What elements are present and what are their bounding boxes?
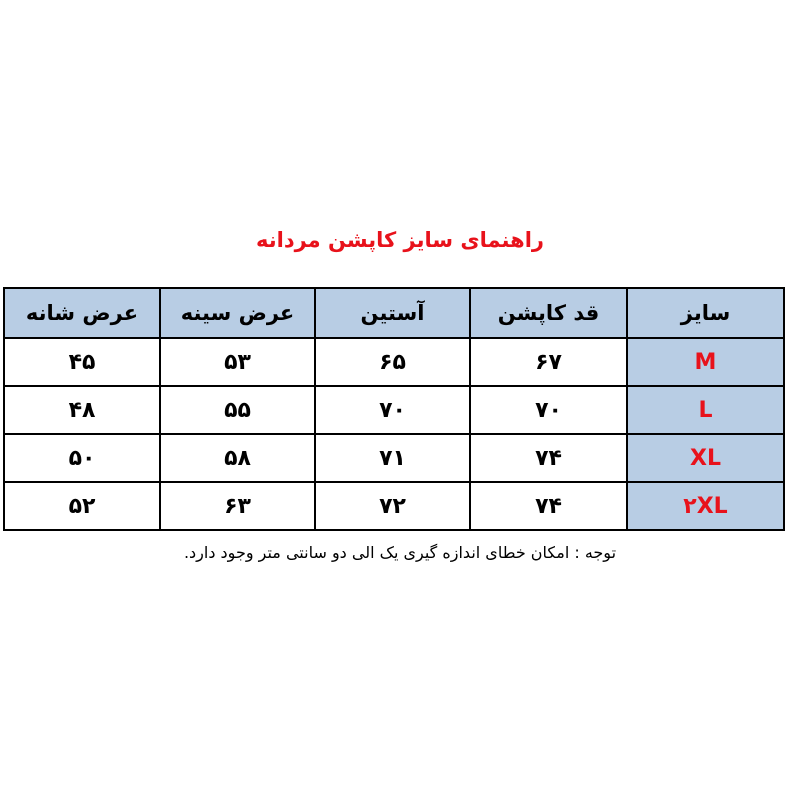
cell-size: XL bbox=[627, 434, 784, 482]
cell-jacket-length: ۷۴ bbox=[470, 434, 627, 482]
column-header-size: سایز bbox=[627, 288, 784, 338]
cell-chest-width: ۵۳ bbox=[160, 338, 315, 386]
cell-chest-width: ۵۸ bbox=[160, 434, 315, 482]
table-row bbox=[4, 434, 784, 482]
cell-shoulder-width: ۵۲ bbox=[4, 482, 160, 530]
table-header-row bbox=[4, 288, 784, 338]
cell-size: ۲XL bbox=[627, 482, 784, 530]
size-table-container bbox=[15, 287, 785, 531]
cell-chest-width: ۶۳ bbox=[160, 482, 315, 530]
cell-sleeve: ۷۲ bbox=[315, 482, 470, 530]
cell-sleeve: ۶۵ bbox=[315, 338, 470, 386]
measurement-note: توجه : امکان خطای اندازه گیری یک الی دو سانتی متر وجود دارد. bbox=[183, 543, 617, 562]
cell-jacket-length: ۶۷ bbox=[470, 338, 627, 386]
cell-chest-width: ۵۵ bbox=[160, 386, 315, 434]
column-header-chest-width: عرض سینه bbox=[160, 288, 315, 338]
cell-jacket-length: ۷۴ bbox=[470, 482, 627, 530]
table-header bbox=[4, 288, 784, 338]
table-row bbox=[4, 338, 784, 386]
cell-sleeve: ۷۰ bbox=[315, 386, 470, 434]
cell-size: L bbox=[627, 386, 784, 434]
page-title: راهنمای سایز کاپشن مردانه bbox=[256, 228, 544, 252]
table-row bbox=[4, 482, 784, 530]
table-body bbox=[4, 338, 784, 530]
cell-jacket-length: ۷۰ bbox=[470, 386, 627, 434]
cell-shoulder-width: ۵۰ bbox=[4, 434, 160, 482]
column-header-shoulder-width: عرض شانه bbox=[4, 288, 160, 338]
cell-sleeve: ۷۱ bbox=[315, 434, 470, 482]
table-row bbox=[4, 386, 784, 434]
size-table bbox=[3, 287, 785, 531]
cell-shoulder-width: ۴۸ bbox=[4, 386, 160, 434]
column-header-sleeve: آستین bbox=[315, 288, 470, 338]
column-header-jacket-length: قد کاپشن bbox=[470, 288, 627, 338]
cell-size: M bbox=[627, 338, 784, 386]
cell-shoulder-width: ۴۵ bbox=[4, 338, 160, 386]
